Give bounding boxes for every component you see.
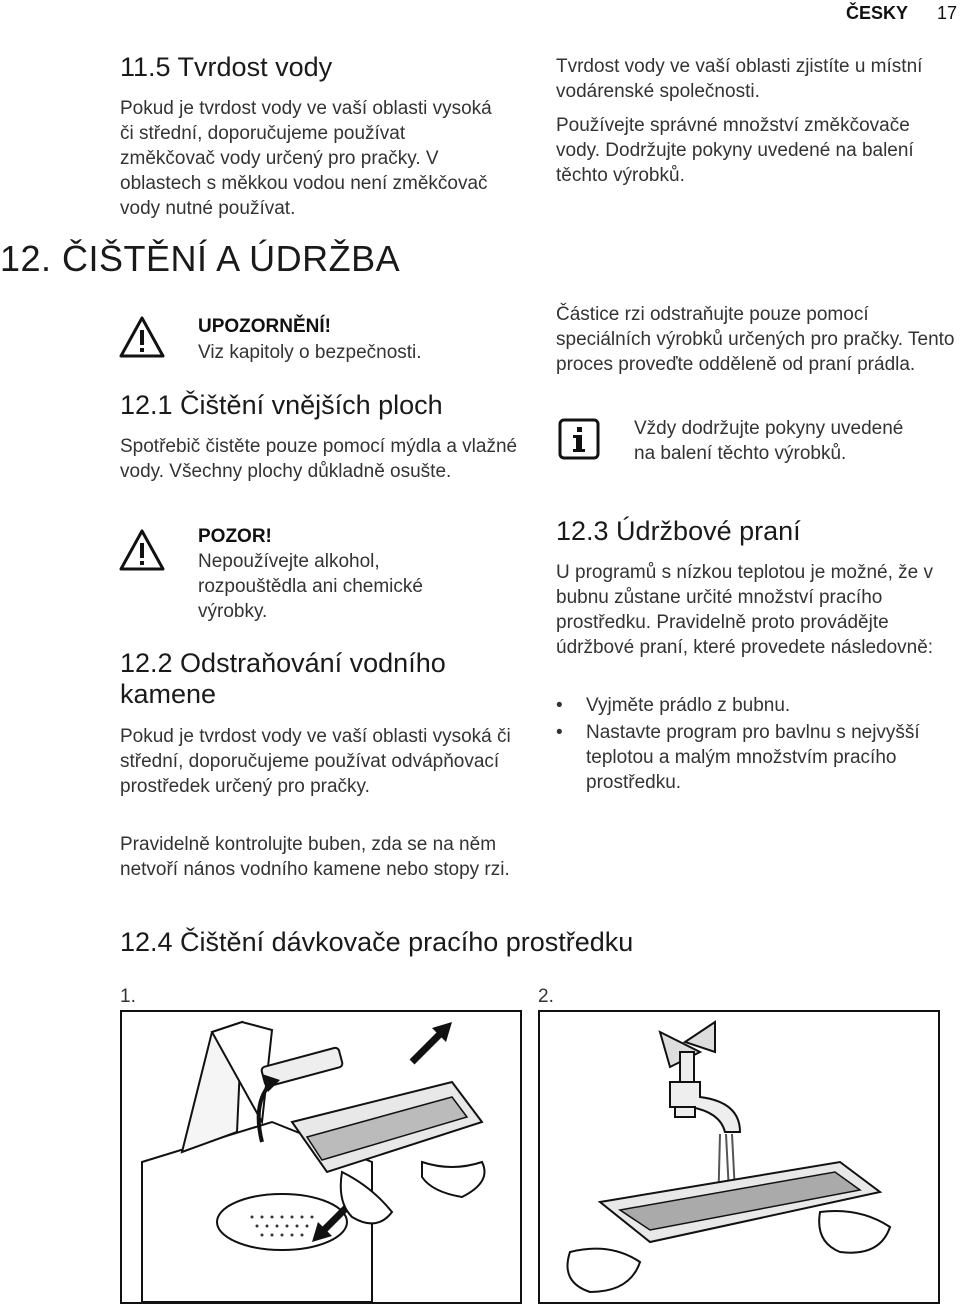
para-right-mid: Částice rzi odstraňujte pouze pomocí speciálních výrobků určených pro pračky. Tento proces proveďte odděleně od praní prádla. [556,304,955,375]
section-title-11-5: 11.5 Tvrdost vody [120,52,333,82]
figure-1-label: 1. [120,986,136,1007]
caution-title: POZOR! [198,526,272,547]
para-12-2-1: Pokud je tvrdost vody ve vaší oblasti vysoká či střední, doporučujeme používat odvápňovací prostředek určený pro pračky. [120,726,511,797]
section-title-12-3: 12.3 Údržbové praní [556,516,801,546]
para-11-5: Pokud je tvrdost vody ve vaší oblasti vysoká či střední, doporučujeme používat změkčovač vody určený pro pračky. V oblastech s měkkou vodou není změkčovač vody nutné používat. [120,98,492,219]
chapter-title-12: 12. ČIŠTĚNÍ A ÚDRŽBA [0,238,401,279]
para-12-2-2: Pravidelně kontrolujte buben, zda se na něm netvoří nános vodního kamene nebo stopy rzi. [120,834,510,880]
section-title-12-4: 12.4 Čištění dávkovače pracího prostředku [120,927,634,957]
info-icon [558,418,600,460]
bullet-dot: • [556,722,563,743]
list-item: • Vyjměte prádlo z bubnu. [556,695,791,716]
info-text: Vždy dodržujte pokyny uvedené na balení těchto výrobků. [634,418,904,464]
caution-text: Nepoužívejte alkohol, rozpouštědla ani chemické výrobky. [198,551,423,622]
para-right-top-2: Používejte správné množství změkčovače vody. Dodržujte pokyny uvedené na balení těchto výrobků. [556,115,914,186]
warning-triangle-icon [118,315,166,359]
list-item: • Nastavte program pro bavlnu s nejvyšší teplotou a malým množstvím pracího prostředku. [556,722,920,793]
section-title-12-2: 12.2 Odstraňování vodního kamene [120,648,446,709]
warning-triangle-icon [118,528,166,572]
section-title-12-1: 12.1 Čištění vnějších ploch [120,390,443,420]
maintenance-bullets [556,693,956,797]
figure-2-label: 2. [538,986,554,1007]
page-number: 17 [937,3,958,23]
para-12-3: U programů s nízkou teplotou je možné, že v bubnu zůstane určité množství pracího prostředku. Pravidelně proto provádějte údržbové praní, které provedete následovně: [556,562,934,658]
figure-2-dispenser-rinsing [538,1010,940,1304]
para-right-top-1: Tvrdost vody ve vaší oblasti zjistíte u místní vodárenské společnosti. [556,56,923,102]
warning-title: UPOZORNĚNÍ! [198,316,331,337]
bullet-dot: • [556,695,563,716]
language-label: ČESKY [846,3,909,23]
figure-1-dispenser-removal [120,1010,522,1304]
warning-text: Viz kapitoly o bezpečnosti. [198,342,422,363]
para-12-1: Spotřebič čistěte pouze pomocí mýdla a vlažné vody. Všechny plochy důkladně osušte. [120,436,518,482]
